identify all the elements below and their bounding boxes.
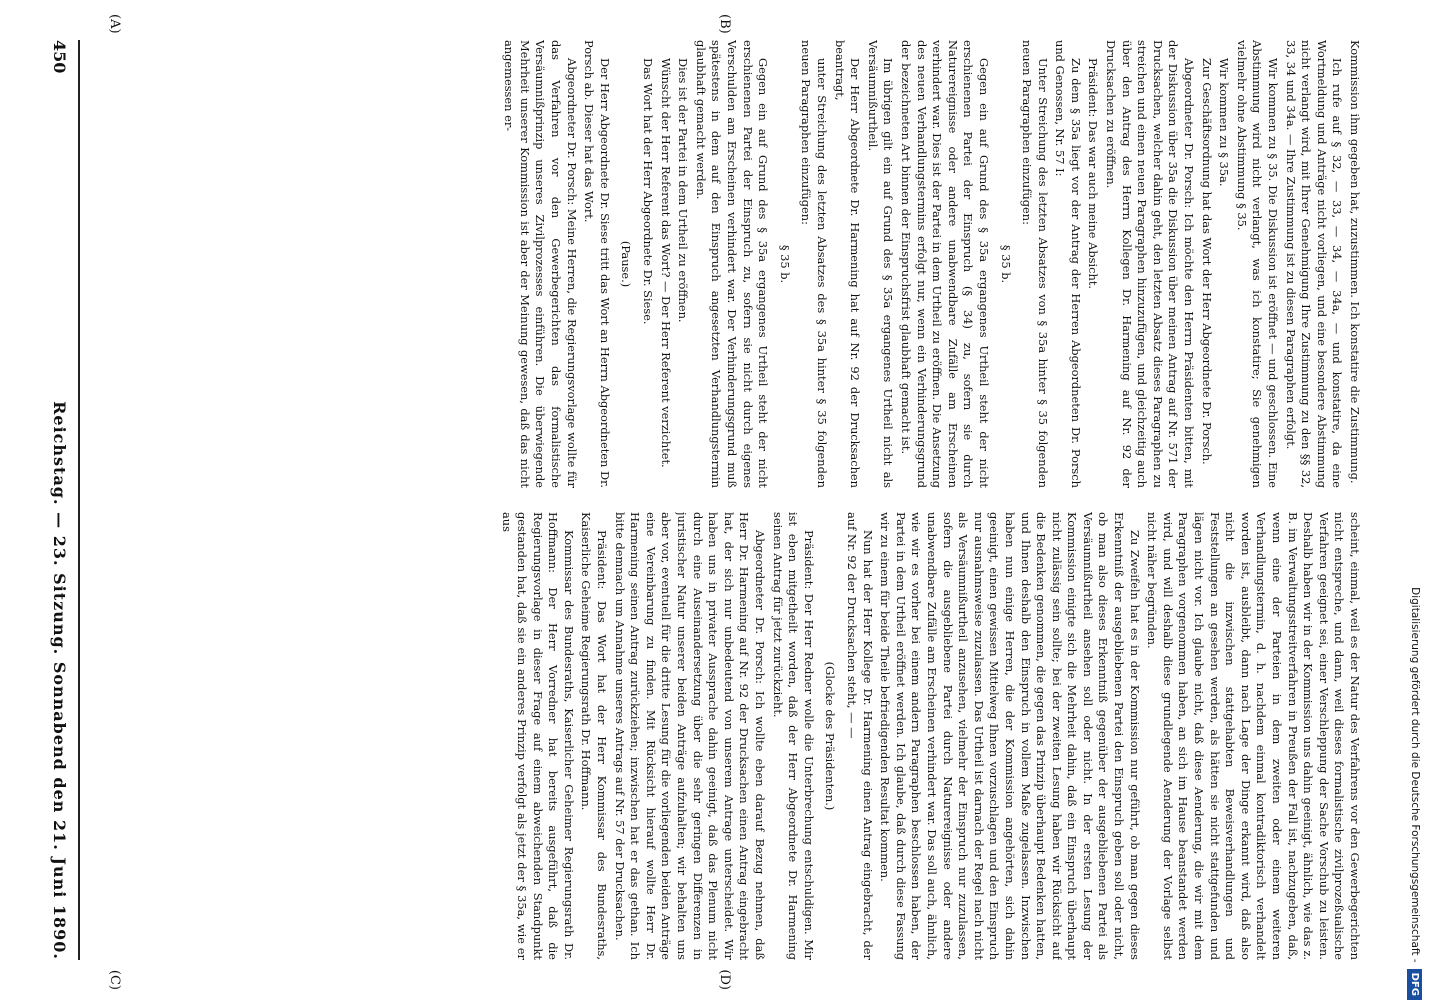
dfg-logo: DFG xyxy=(1408,969,1423,1000)
margin-letter-c: (C) xyxy=(107,969,122,990)
paragraph: Der Herr Abgeordnete Dr. Siese tritt das Wort an Herrn Abgeordneten Dr. Porsch ab. Dieser hat das Wort. xyxy=(582,40,612,488)
margin-letter-b: (B) xyxy=(717,14,732,34)
page-number: 450 xyxy=(50,40,70,74)
paragraph: § 35 b. xyxy=(998,244,1013,284)
paragraph: Abgeordneter Dr. Porsch: Ich wollte eben darauf Bezug nehmen, daß Herr Dr. Harmening auf Nr. 92 der Drucksachen einen Antrag eingebracht hat, der sich nur unbedeutend von unserem Antrage unterscheidet. Wir haben uns in privater Aussprache dahin geeinigt, daß das Plenum nicht durch eine Auseinandersetzung über die sehr geringen Differenzen in juristischer Natur unserer beiden Anträge aufzuhalten; wir behalten uns aber vor, eventuell für die dritte Lesung für die vorliegenden beiden Anträge eine Vereinbarung zu finden. Mit Rücksicht hierauf wollte Herr Dr. Harmening seinen Antrag zurückziehen; inzwischen hat er das gethan. Ich bitte demnach um Annahme unseres Antrags auf Nr. 57 der Drucksachen. xyxy=(612,512,768,960)
paragraph: Abgeordneter Dr. Porsch: Meine Herren, die Regierungsvorlage wollte für das Verfahren vor den Gewerbegerichten das formalistische Versäumnißprinzip unseres Zivilprozesses einführen. Die überwiegende Mehrheit unserer Kommission ist aber der Meinung gewesen, daß das nicht angemessen er- xyxy=(502,40,579,488)
paragraph: Unter Streichung des letzten Absatzes von § 35a hinter § 35 folgenden neuen Paragraphen einzufügen: xyxy=(1020,40,1050,488)
paragraph: unter Streichung des letzten Absatzes des § 35a hinter § 35 folgenden neuen Paragraphen einzufügen: xyxy=(799,40,829,488)
left-column xyxy=(92,40,1362,488)
running-header xyxy=(42,40,80,960)
text-columns xyxy=(92,40,1362,960)
paragraph: Dies ist der Partei in dem Urtheil zu eröffnen. xyxy=(676,58,691,323)
paragraph: Zur Geschäftsordnung hat das Wort der Herr Abgeordnete Dr. Porsch. xyxy=(1199,58,1214,465)
paragraph: Abgeordneter Dr. Porsch: Ich möchte den Herrn Präsidenten bitten, mit der Diskussion über 35a die Diskussion über meinen Antrag auf Nr. 571 der Drucksachen, welcher dahin geht, den letzten Absatz dieses Paragraphen zu streichen und einen neuen Paragraphen hinzuzufügen, und gleichzeitig auch über den Antrag des Herrn Kollegen Dr. Harmening auf Nr. 92 der Drucksachen zu eröffnen. xyxy=(1104,40,1197,488)
margin-letter-d: (D) xyxy=(717,969,732,990)
right-column xyxy=(92,512,1362,960)
paragraph: Gegen ein auf Grund des § 35a ergangenes Urtheil steht der nicht erschienenen Partei der Einspruch (§ 34) zu, sofern sie durch Naturereignisse oder andere unabwendbare Zufälle am Erscheinen verhindert war. Dies ist der Partei in dem Urtheil zu eröffnen. Die Ansetzung des neuen Verhandlungstermins erfolgt nur, wenn ein Verhinderungsgrund der bezeichneten Art binnen der Einspruchsfrist glaubhaft gemacht ist. xyxy=(898,40,991,488)
credit-text: Digitalisierung gefördert durch die Deutsche Forschungsgemeinschaft - xyxy=(1409,587,1421,963)
paragraph: Präsident: Der Herr Redner wolle die Unterbrechung entschuldigen. Mir ist eben mitgetheilt worden, daß der Herr Abgeordnete Dr. Harmening seinen Antrag für jetzt zurückzieht. xyxy=(770,512,816,960)
margin-letter-a: (A) xyxy=(107,14,122,34)
paragraph: Zu Zweifeln hat es in der Kommission nur geführt, ob man gegen dieses Erkenntniß der ausgebliebenen Partei den Einspruch geben soll oder nicht, ob man also dieses Erkenntniß gegenüber der ausgebliebenen Partei als Versäumnißurtheil ansehen soll oder nicht. In der ersten Lesung der Kommission einigte sich die Mehrheit dahin, daß ein Einspruch überhaupt nicht zulässig sein sollte; bei der zweiten Lesung haben wir Rücksicht auf die Bedenken genommen, die gegen das Prinzip überhaupt Bedenken hatten, und Ihnen deshalb den Einspruch in vollem Maße zugelassen. Inzwischen haben nun einige Herren, die der Kommission angehörten, sich dahin geeinigt, einen gewissen Mittelweg Ihnen vorzuschlagen und den Einspruch nur ausnahmsweise zuzulassen. Das Urtheil ist darnach der Regel nach nicht als Versäumnißurtheil anzusehen, vielmehr der Einspruch nur zuzulassen, sofern die ausgebliebene Partei durch Naturereignisse oder andere unabwendbare Zufälle am Erscheinen verhindert war. Das soll auch, ähnlich, wie wir es vorher bei einem andern Paragraphen beschlossen haben, der Partei in dem Urtheil eröffnet werden. Ich glaube, daß durch diese Fassung wir zu einem für beide Theile befriedigenden Resultat kommen. xyxy=(878,512,1142,960)
paragraph: Im übrigen gilt ein auf Grund des § 35a ergangenes Urtheil nicht als Versäumnißurtheil. xyxy=(865,40,896,488)
paragraph: Präsident: Das Wort hat der Herr Kommissar des Bundesraths, Kaiserliche Geheime Regierungsrath Dr. Hoffmann. xyxy=(579,512,610,960)
paragraph: Wir kommen zu § 35. Die Diskussion ist eröffnet — und geschlossen. Eine Abstimmung wird nicht verlangt, was ich konstatire; Sie genehmigen vielmehr ohne Abstimmung § 35. xyxy=(1234,40,1281,488)
digitization-credit xyxy=(1400,180,1430,1000)
paragraph: Präsident: Das war auch meine Absicht. xyxy=(1086,58,1101,290)
paragraph: Das Wort hat der Herr Abgeordnete Dr. Siese. xyxy=(641,58,656,325)
paragraph: (Glocke des Präsidenten.) xyxy=(823,661,838,811)
paragraph: (Pause.) xyxy=(619,240,634,288)
paragraph: Ich rufe auf § 32, — 33, — 34, — 34a, — und konstatire, da eine Wortmeldung und Anträge nicht vorliegen, und eine besondere Abstimmung nicht verlangt wird, mit Ihrer Genehmigung Ihre Zustimmung zu den §§ 32, 33, 34 und 34a. — Ihre Zustimmung ist zu diesen Paragraphen erfolgt. xyxy=(1283,40,1345,488)
paragraph: scheint, einmal, weil es der Natur des Verfahrens vor den Gewerbegerichten nicht entspreche, und dann, weil dieses formalistische zivilprozeßualische Verfahren geeignet sei, einer Verschleppung der Sache Vorschub zu leisten. Deshalb haben wir in der Kommission uns dahin geeinigt, ähnlich, wie das z. B. im Verwaltungsstreitverfahren in Preußen der Fall ist, nachzugeben, daß, wenn eine der Parteien in dem zweiten oder einem weiteren Verhandlungstermin, d. h. nachdem einmal kontradiktorisch verhandelt worden ist, ausbleibt, dann nach Lage der Dinge erkannt wird, daß also nicht die inzwischen stattgehabten Beweisverhandlungen und Feststellungen an gesehen werden, als hätten sie nicht stattgefunden und lägen nicht vor. Ich glaube nicht, daß diese Aenderung, die wir mit dem Paragraphen vorgenommen haben, an sich im Hause beanstandet werden wird, und will deshalb diese grundlegende Aenderung der Vorlage selbst nicht näher begründen. xyxy=(1145,512,1362,960)
header-title: Reichstag. — 23. Sitzung. Sonnabend den 21. Juni 1890. xyxy=(50,401,70,960)
paragraph: Zu dem § 35a liegt vor der Antrag der Herren Abgeordneten Dr. Porsch und Genossen, Nr. 57 I: xyxy=(1053,40,1083,488)
paragraph: Wünscht der Herr Referent das Wort? — Der Herr Referent verzichtet. xyxy=(658,58,673,468)
paragraph: Kommission ihm gegeben hat, zuzustimmen. Ich konstatire die Zustimmung. xyxy=(1348,40,1362,484)
paragraph: Der Herr Abgeordnete Dr. Harmening hat auf Nr. 92 der Drucksachen beantragt, xyxy=(832,40,863,488)
paragraph: Nun hat der Herr Kollege Dr. Harmening einen Antrag eingebracht, der auf Nr. 92 der Drucksachen steht, — — xyxy=(845,512,875,960)
paragraph: § 35 b. xyxy=(777,244,792,284)
paragraph: Kommissar des Bundesraths, Kaiserlicher Geheimer Regierungsrath Dr. Hoffmann: Der Herr Vorredner hat bereits ausgeführt, daß die Regierungsvorlage in dieser Frage auf einem abweichenden Standpunkt gestanden hat, daß sie ein anderes Prinzip verfolgt als jetzt der § 35a, wie er aus xyxy=(499,512,576,960)
paragraph: Wir kommen zu § 35a. xyxy=(1217,58,1232,187)
paragraph: Gegen ein auf Grund des § 35a ergangenes Urtheil steht der nicht erschienenen Partei der Einspruch zu, sofern sie nicht durch eigenes Verschulden am Erscheinen verhindert war. Der Verhinderungsgrund muß spätestens in dem auf den Einspruch angesetzten Verhandlungstermin glaubhaft gemacht werden. xyxy=(693,40,771,488)
